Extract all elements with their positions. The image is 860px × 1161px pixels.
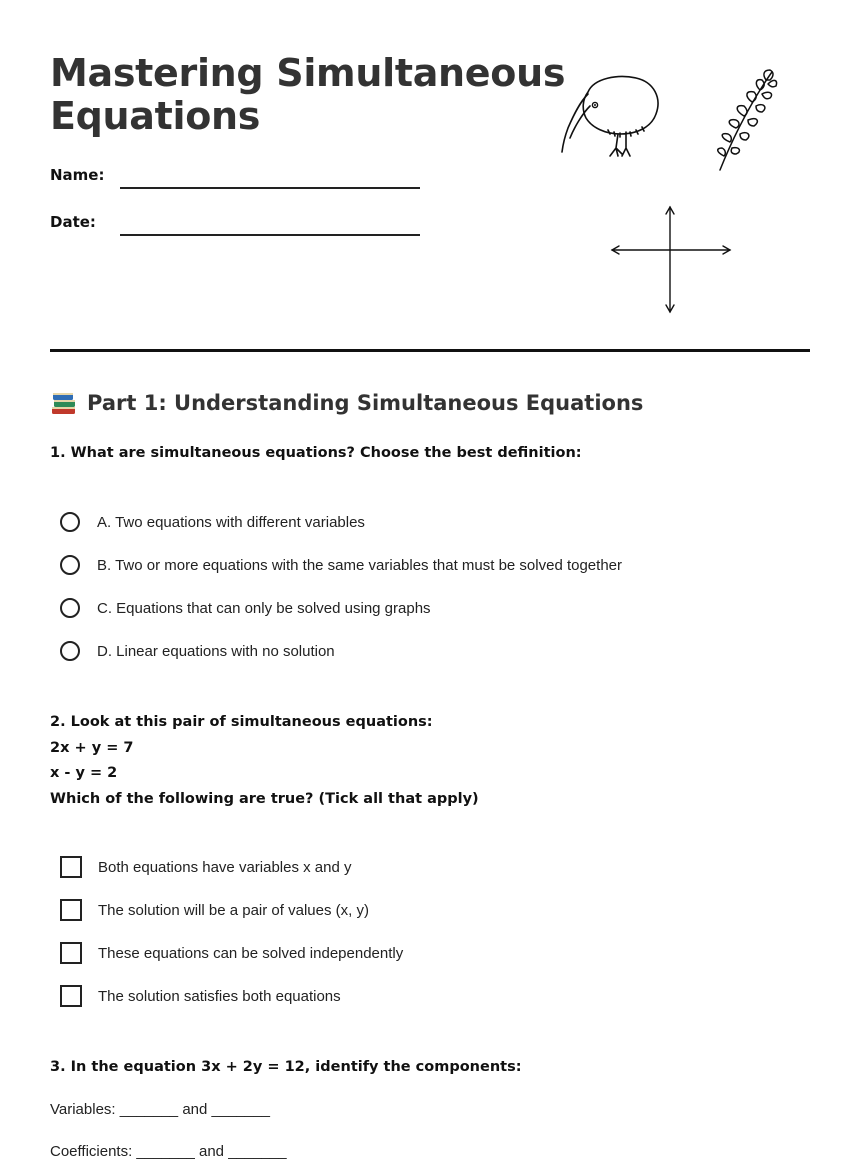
date-field[interactable] <box>120 234 420 236</box>
title-line-1: Mastering Simultaneous <box>50 51 566 95</box>
option-label: The solution will be a pair of values (x, y) <box>98 901 369 919</box>
title-line-2: Equations <box>50 94 261 138</box>
option-label: D. Linear equations with no solution <box>97 642 335 660</box>
q1-option-d[interactable] <box>60 641 335 661</box>
coordinate-axes-icon <box>608 204 734 316</box>
part1-title: Part 1: Understanding Simultaneous Equations <box>87 391 644 415</box>
books-icon <box>50 389 78 417</box>
coefficients-blank[interactable]: Coefficients: _______ and _______ <box>50 1143 287 1160</box>
checkbox[interactable] <box>60 899 82 921</box>
q2-option-4[interactable] <box>60 985 341 1007</box>
option-label: Both equations have variables x and y <box>98 858 352 876</box>
equation-2: x - y = 2 <box>50 765 118 781</box>
checkbox[interactable] <box>60 856 82 878</box>
name-field[interactable] <box>120 187 420 189</box>
part1-heading <box>50 389 643 417</box>
question-3-prompt: 3. In the equation 3x + 2y = 12, identify the components: <box>50 1059 522 1075</box>
kiwi-bird-icon <box>558 72 664 162</box>
question-2-instruction: Which of the following are true? (Tick all that apply) <box>50 791 479 807</box>
radio-button[interactable] <box>60 555 80 575</box>
option-label: B. Two or more equations with the same variables that must be solved together <box>97 556 622 574</box>
radio-button[interactable] <box>60 598 80 618</box>
radio-button[interactable] <box>60 512 80 532</box>
name-label: Name: <box>50 166 105 184</box>
equation-1: 2x + y = 7 <box>50 740 134 756</box>
checkbox[interactable] <box>60 985 82 1007</box>
question-1-prompt: 1. What are simultaneous equations? Choose the best definition: <box>50 445 582 461</box>
q2-option-1[interactable] <box>60 856 352 878</box>
q1-option-b[interactable] <box>60 555 622 575</box>
option-label: A. Two equations with different variables <box>97 513 365 531</box>
header-divider <box>50 349 810 352</box>
page-title <box>50 52 565 138</box>
date-label: Date: <box>50 213 96 231</box>
fern-leaf-icon <box>702 66 780 174</box>
q1-option-a[interactable] <box>60 512 365 532</box>
radio-button[interactable] <box>60 641 80 661</box>
q1-option-c[interactable] <box>60 598 431 618</box>
checkbox[interactable] <box>60 942 82 964</box>
option-label: These equations can be solved independently <box>98 944 404 962</box>
question-2-prompt: 2. Look at this pair of simultaneous equations: <box>50 714 433 730</box>
q2-option-2[interactable] <box>60 899 369 921</box>
q2-option-3[interactable] <box>60 942 403 964</box>
option-label: C. Equations that can only be solved using graphs <box>97 599 431 617</box>
option-label: The solution satisfies both equations <box>98 987 341 1005</box>
variables-blank[interactable]: Variables: _______ and _______ <box>50 1101 270 1118</box>
